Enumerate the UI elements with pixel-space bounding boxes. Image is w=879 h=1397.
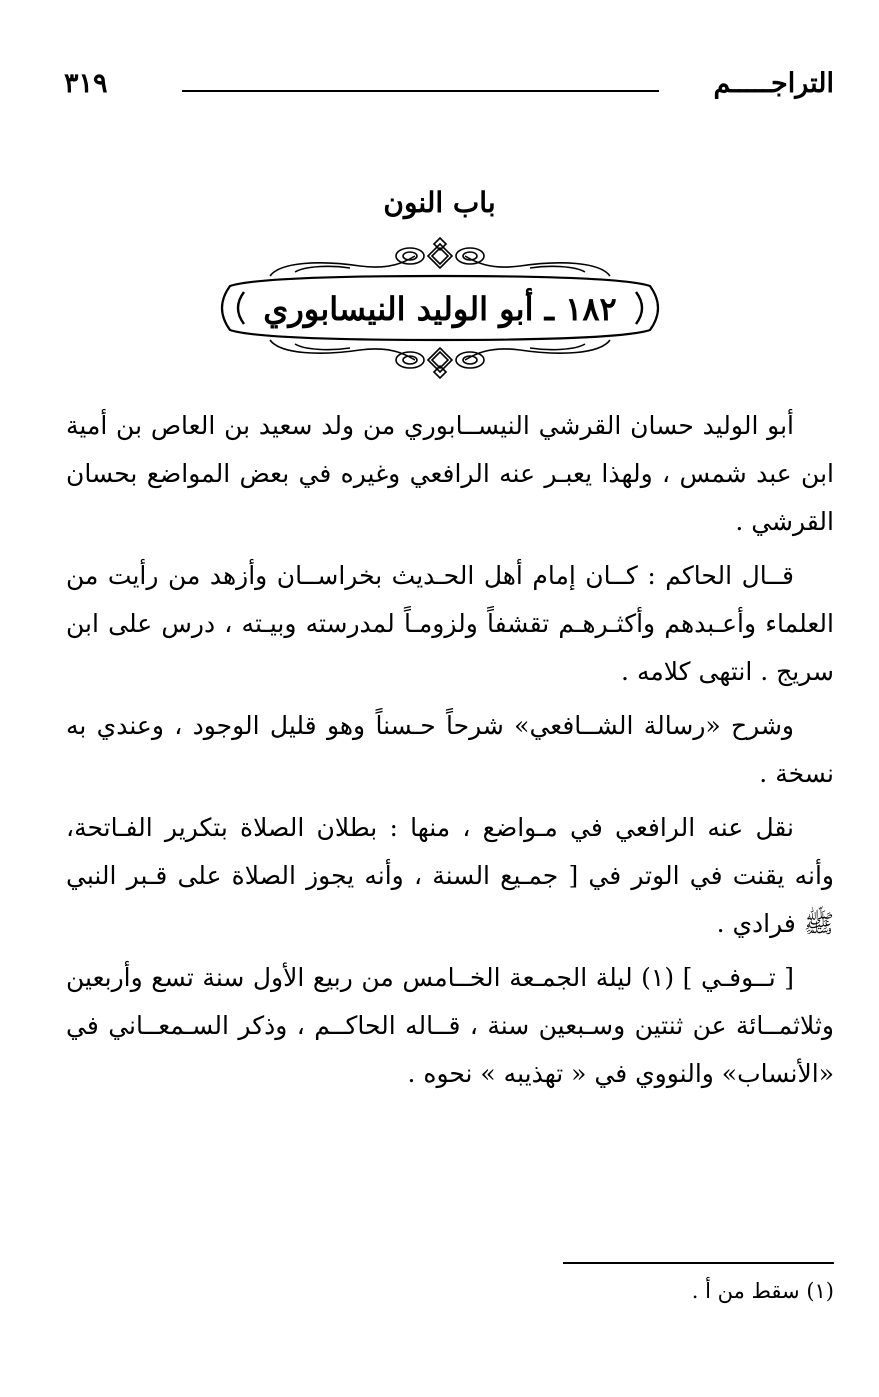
chapter-heading: باب النون — [383, 186, 496, 219]
footnote-rule — [563, 1262, 834, 1264]
running-title: التراجـــــم — [713, 68, 834, 99]
footnote: (١) سقط من أ . — [691, 1279, 834, 1303]
header-rule — [182, 90, 659, 92]
paragraph-2: قــال الحاكم : كــان إمام أهل الحـديث بخراســان وأزهد من رأيت من العلماء وأعـبدهم وأكثـرهـم تقشفاً ولزومـاً لمدرسته وبيـته ، درس على ابن سريج . انتهى كلامه . — [66, 561, 834, 686]
page-number: ٣١٩ — [64, 68, 108, 99]
body-text — [66, 402, 834, 1104]
entry-title: ١٨٢ ـ أبو الوليد النيسابوري — [263, 290, 617, 328]
paragraph-1: أبو الوليد حسان القرشي النيســابوري من ولد سعيد بن العاص بن أمية ابن عبد شمس ، ولهذا يعبـر عنه الرافعي وغيره في بعض المواضع بحسان القرشي . — [66, 411, 834, 536]
paragraph-3: وشرح «رسالة الشــافعي» شرحاً حـسناً وهو قليل الوجود ، وعندي به نسخة . — [66, 711, 834, 788]
running-header — [64, 66, 834, 106]
paragraph-5: [ تــوفـي ] (١) ليلة الجمـعة الخــامس من ربيع الأول سنة تسع وأربعين وثلاثمــائة عن ثنتين وسـبعين سنة ، قــاله الحاكــم ، وذكر السـمعــاني في «الأنساب» والنووي في « تهذيبه » نحوه . — [66, 963, 834, 1088]
paragraph-4: نقل عنه الرافعي في مـواضع ، منها : بطلان الصلاة بتكرير الفـاتحة، وأنه يقنت في الوتر في [ جمـيع السنة ، وأنه يجوز الصلاة على قـبر النبي ﷺ فرادي . — [66, 813, 834, 938]
